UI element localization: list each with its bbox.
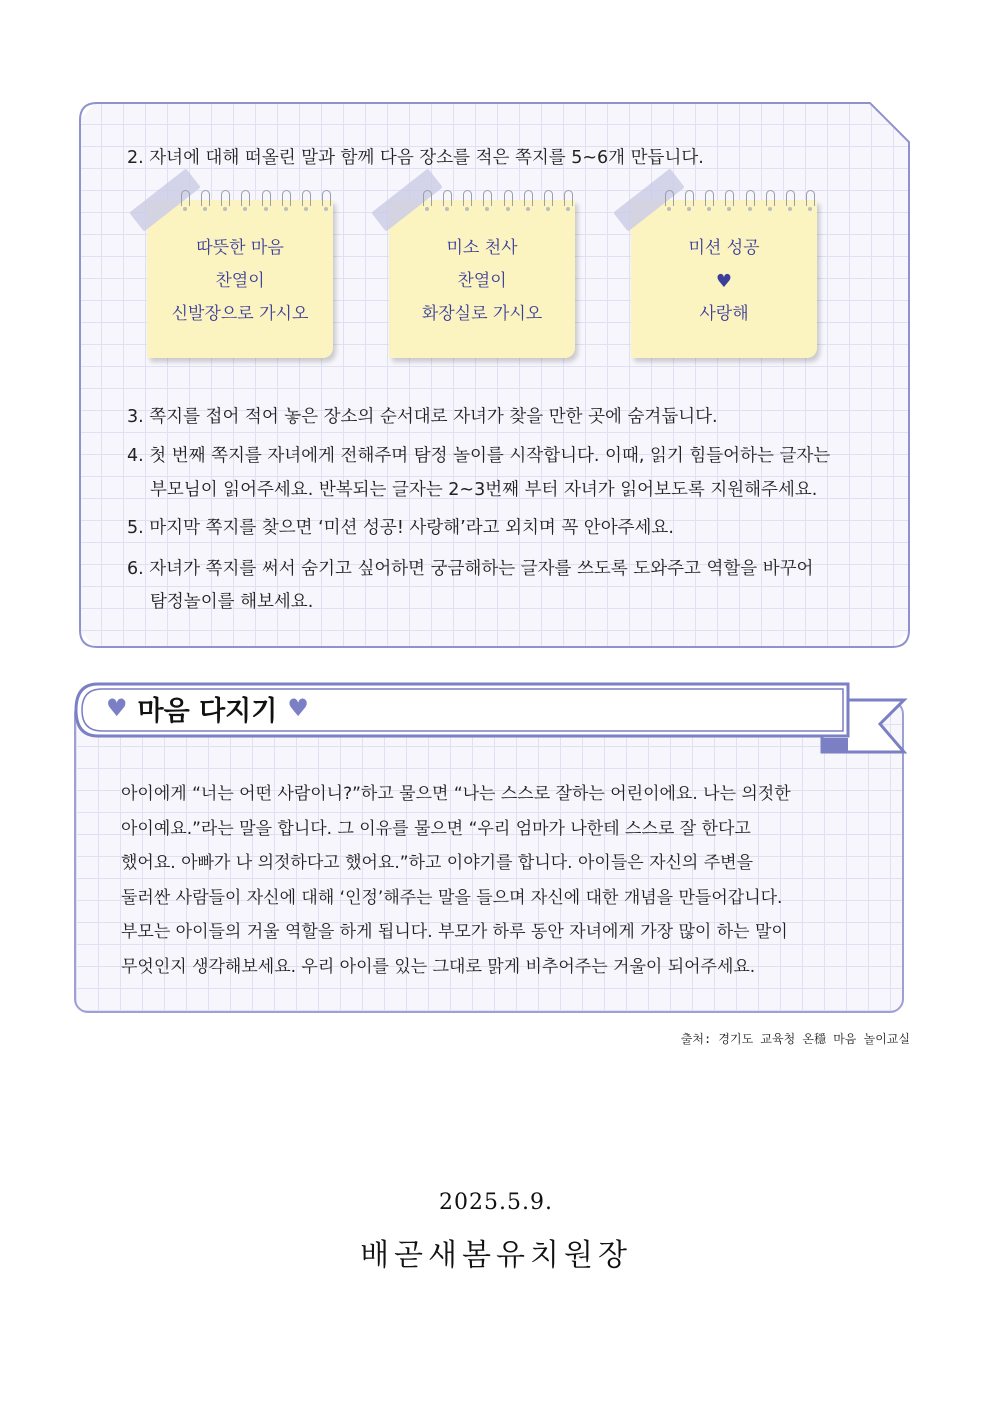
note-line: 미소 천사: [446, 238, 518, 258]
step-3-text: 3. 쪽지를 접어 적어 놓은 장소의 순서대로 자녀가 찾을 만한 곳에 숨겨둡니다.: [127, 407, 718, 427]
step-4-text-cont: 부모님이 읽어주세요. 반복되는 글자는 2~3번째 부터 자녀가 읽어보도록 지원해주세요.: [150, 480, 818, 500]
spiral-rings: [423, 190, 573, 210]
title-ribbon: [72, 680, 908, 756]
resolution-paragraph: [121, 777, 881, 984]
note-line: 미션 성공: [688, 238, 760, 258]
note-text: [631, 232, 817, 331]
source-credit: 출처: 경기도 교육청 온穩 마음 놀이교실: [680, 1032, 910, 1046]
note-text: [389, 232, 575, 331]
step-2-text: 2. 자녀에 대해 떠올린 말과 함께 다음 장소를 적은 쪽지를 5~6개 만듭니다.: [127, 148, 704, 168]
note-text: [147, 232, 333, 331]
paragraph-line: 아이에게 “너는 어떤 사람이니?”하고 물으면 “나는 스스로 잘하는 어린이에요. 나는 의젓한: [121, 784, 791, 804]
paragraph-line: 했어요. 아빠가 나 의젓하다고 했어요.”하고 이야기를 합니다. 아이들은 자신의 주변을: [121, 853, 753, 873]
note-line: 신발장으로 가시오: [171, 304, 309, 324]
paragraph-line: 부모는 아이들의 거울 역할을 하게 됩니다. 부모가 하루 동안 자녀에게 가장 많이 하는 말이: [121, 922, 788, 942]
note-line: 찬열이: [215, 271, 265, 291]
note-line: 찬열이: [457, 271, 507, 291]
signature-title: 배곧새봄유치원장: [360, 1238, 632, 1273]
paragraph-line: 무엇인지 생각해보세요. 우리 아이를 있는 그대로 맑게 비추어주는 거울이 되어주세요.: [121, 956, 756, 977]
section-title-text: 마음 다지기: [137, 695, 278, 727]
sticky-note-3: [631, 188, 817, 358]
step-5-text: 5. 마지막 쪽지를 찾으면 ‘미션 성공! 사랑해’라고 외치며 꼭 안아주세요.: [127, 518, 674, 538]
paragraph-line: 둘러싼 사람들이 자신에 대해 ‘인정’해주는 말을 들으며 자신에 대한 개념을 만들어갑니다.: [121, 887, 783, 908]
spiral-rings: [665, 190, 815, 210]
note-line: 화장실로 가시오: [421, 304, 543, 324]
paragraph-line: 아이예요.”라는 말을 합니다. 그 이유를 물으면 “우리 엄마가 나한테 스스로 잘 한다고: [121, 818, 751, 839]
steps-panel: [79, 102, 910, 648]
note-line: 사랑해: [699, 304, 749, 324]
heart-icon: ♥: [287, 694, 309, 722]
step-6-text: 6. 자녀가 쪽지를 써서 숨기고 싶어하면 궁금해하는 글자를 쓰도록 도와주고 역할을 바꾸어: [127, 559, 814, 579]
sticky-note-1: [147, 188, 333, 358]
step-4-text: 4. 첫 번째 쪽지를 자녀에게 전해주며 탐정 놀이를 시작합니다. 이때, 읽기 힘들어하는 글자는: [127, 446, 831, 466]
heart-icon: ♥: [715, 271, 733, 292]
spiral-rings: [181, 190, 331, 210]
sticky-note-2: [389, 188, 575, 358]
heart-icon: ♥: [106, 694, 128, 722]
note-line: 따뜻한 마음: [196, 238, 284, 258]
step-6-text-cont: 탐정놀이를 해보세요.: [150, 592, 314, 612]
document-date: 2025.5.9.: [439, 1190, 553, 1215]
section-title: [106, 688, 309, 728]
